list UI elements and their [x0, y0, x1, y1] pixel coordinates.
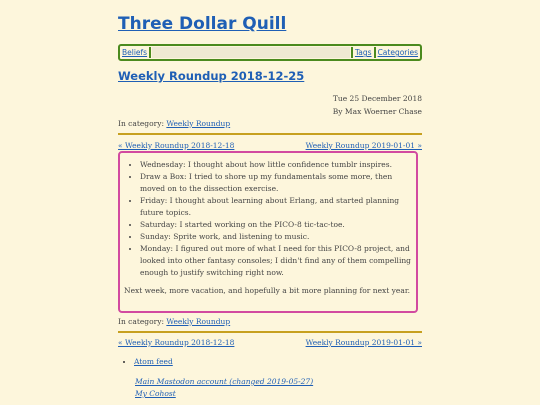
list-item: • Saturday: I started working on the PICO-8 tic-tac-toe. — [140, 219, 411, 231]
nav-tags-link[interactable]: Tags — [354, 48, 372, 57]
roundup-list — [124, 159, 411, 279]
next-post-link[interactable]: Weekly Roundup 2019-01-01 » — [305, 141, 422, 150]
list-item: • Friday: I thought about learning about Erlang, and started planning future topics. — [140, 195, 411, 219]
post-category-bottom — [118, 317, 230, 326]
nav-beliefs-link[interactable]: Beliefs — [122, 48, 148, 57]
footer-feeds — [118, 356, 173, 368]
category-prefix: In category: — [118, 119, 164, 128]
post-title-link[interactable]: Weekly Roundup 2018-12-25 — [118, 69, 305, 83]
post-navigation-bottom — [118, 338, 422, 347]
category-link[interactable]: Weekly Roundup — [166, 119, 231, 128]
post-date: Tue 25 December 2018 — [332, 94, 422, 103]
category-link[interactable]: Weekly Roundup — [166, 317, 231, 326]
list-item: • Wednesday: I thought about how little confidence tumblr inspires. — [140, 159, 411, 171]
mastodon-link[interactable]: Main Mastodon account (changed 2019-05-27) — [135, 377, 314, 386]
atom-feed-link[interactable]: Atom feed — [134, 357, 173, 366]
next-post-link[interactable]: Weekly Roundup 2019-01-01 » — [305, 338, 422, 347]
search-input[interactable] — [152, 47, 350, 58]
list-item: • Monday: I figured out more of what I need for this PICO-8 project, and looked into other fantasy consoles; I didn't find any of them compelling enough to justify switching right now. — [140, 243, 411, 279]
divider-rule — [118, 331, 422, 333]
footer-social-links — [135, 376, 313, 400]
closing-paragraph: Next week, more vacation, and hopefully a bit more planning for next year. — [124, 286, 410, 295]
cohost-link[interactable]: My Cohost — [135, 389, 176, 398]
post-navigation-top — [118, 141, 422, 150]
category-prefix: In category: — [118, 317, 164, 326]
list-item: • Sunday: Sprite work, and listening to music. — [140, 231, 411, 243]
post-byline: By Max Woerner Chase — [332, 107, 422, 116]
divider-rule — [118, 133, 422, 135]
nav-divider — [149, 47, 151, 58]
list-item — [134, 356, 173, 368]
list-item: • Draw a Box: I tried to shore up my fundamentals some more, then moved on to the dissection exercise. — [140, 171, 411, 195]
nav-categories-link[interactable]: Categories — [377, 48, 418, 57]
top-navbar — [118, 44, 422, 61]
prev-post-link[interactable]: « Weekly Roundup 2018-12-18 — [118, 141, 235, 150]
site-title-link[interactable]: Three Dollar Quill — [118, 14, 287, 34]
post-category-top — [118, 119, 230, 128]
post-content — [118, 151, 418, 313]
prev-post-link[interactable]: « Weekly Roundup 2018-12-18 — [118, 338, 235, 347]
